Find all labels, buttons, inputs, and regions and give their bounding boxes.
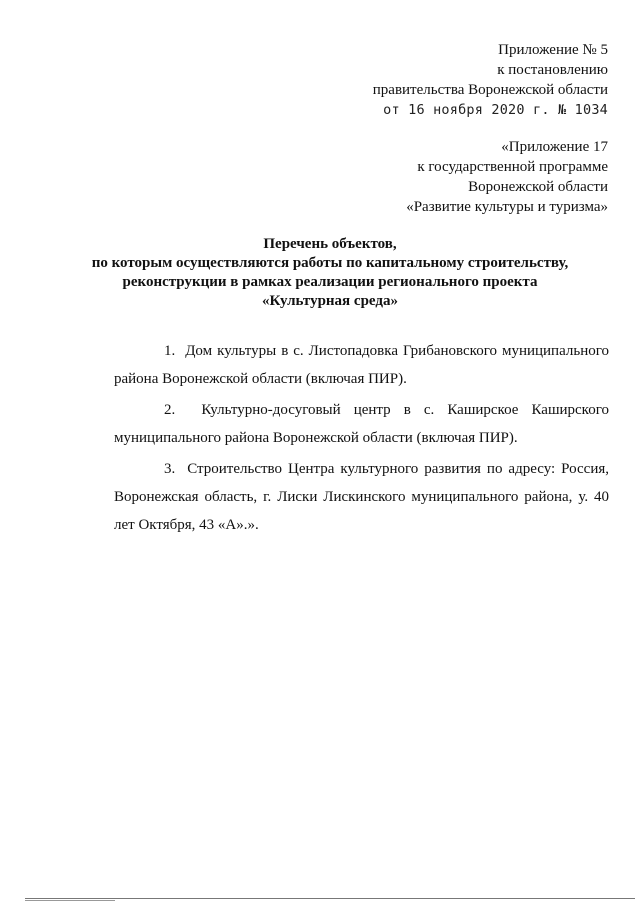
list-item: [114, 337, 609, 393]
document-title: [60, 235, 600, 311]
appendix-header: [373, 40, 608, 120]
list-item-text: Дом культуры в с. Листопадовка Грибановского муниципального района Воронежской области (включая ПИР).: [114, 343, 609, 387]
list-item-number: 2.: [164, 402, 176, 418]
title-line-4: «Культурная среда»: [262, 293, 398, 309]
appendix-number: Приложение № 5: [498, 42, 608, 58]
title-line-3: реконструкции в рамках реализации регионального проекта: [122, 274, 538, 290]
title-line-1: Перечень объектов,: [263, 236, 397, 252]
resolution-date-stamp: от 16 ноября 2020 г. № 1034: [383, 102, 608, 118]
list-item-number: 1.: [164, 343, 176, 359]
list-item-text: Культурно-досуговый центр в с. Каширское Каширского муниципального района Воронежской области (включая ПИР).: [114, 402, 609, 446]
title-line-2: по которым осуществляются работы по капитальному строительству,: [91, 255, 569, 271]
appendix-to-resolution: к постановлению: [497, 62, 608, 78]
appendix-government: правительства Воронежской области: [372, 82, 608, 98]
bottom-scan-mark: [25, 900, 115, 901]
list-item: [114, 455, 609, 539]
program-appendix-to: к государственной программе: [417, 159, 608, 175]
bottom-scan-edge: [25, 898, 635, 899]
program-appendix-header: [406, 137, 608, 217]
program-appendix-region: Воронежской области: [468, 179, 608, 195]
list-item-number: 3.: [164, 461, 176, 477]
objects-list: [114, 337, 609, 542]
list-item: [114, 396, 609, 452]
list-item-text: Строительство Центра культурного развития по адресу: Россия, Воронежская область, г. Лиски Лискинского муниципального района, у. 40 лет Октября, 43 «А».».: [114, 461, 610, 533]
program-appendix-number: «Приложение 17: [501, 139, 608, 155]
program-appendix-name: «Развитие культуры и туризма»: [406, 199, 608, 215]
